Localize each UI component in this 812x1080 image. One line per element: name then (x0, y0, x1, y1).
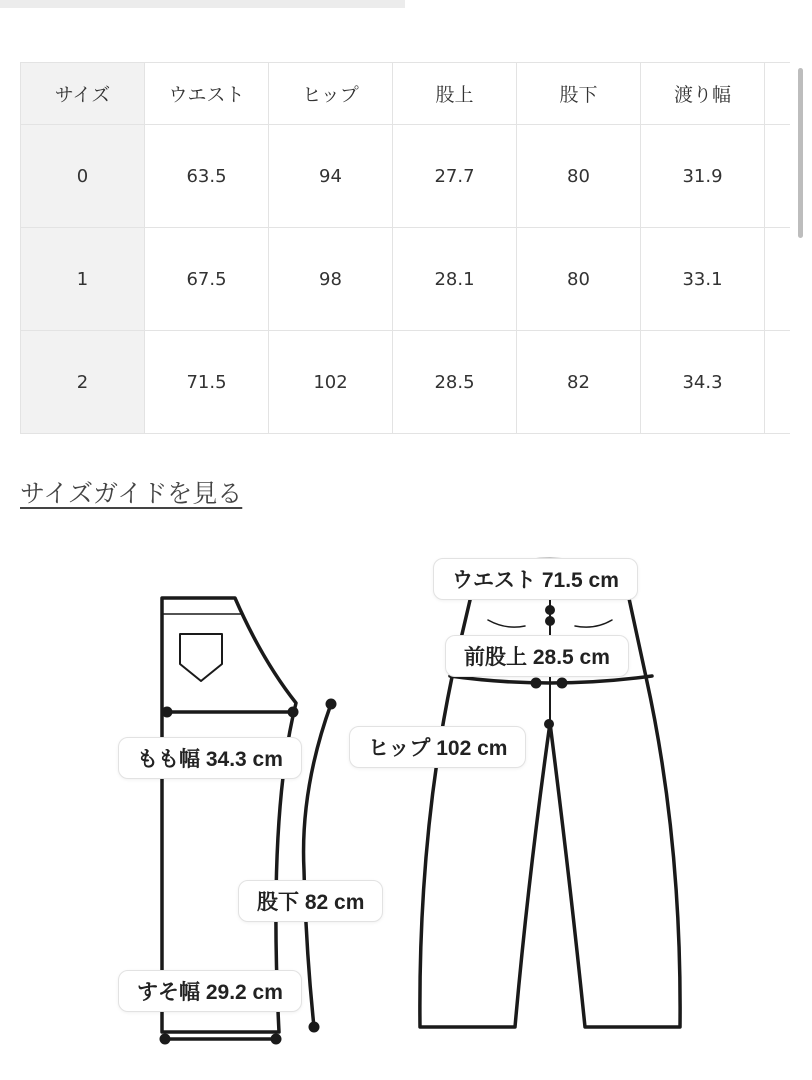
header-thigh-width: 渡り幅 (641, 63, 765, 125)
cell-overflow (765, 331, 791, 434)
cell-waist: 67.5 (145, 228, 269, 331)
table-row (21, 228, 791, 331)
cell-overflow (765, 228, 791, 331)
scrollbar[interactable] (798, 68, 803, 238)
cell-hip: 94 (269, 125, 393, 228)
row-size: 2 (21, 331, 145, 434)
header-inseam: 股下 (517, 63, 641, 125)
cell-thigh-width: 31.9 (641, 125, 765, 228)
size-table (20, 62, 790, 434)
cell-overflow (765, 125, 791, 228)
cell-rise: 27.7 (393, 125, 517, 228)
cell-inseam: 80 (517, 228, 641, 331)
cell-inseam: 80 (517, 125, 641, 228)
cell-waist: 63.5 (145, 125, 269, 228)
front-rise-measure-label: 前股上 28.5 cm (445, 635, 629, 677)
table-row (21, 331, 791, 434)
cell-thigh-width: 34.3 (641, 331, 765, 434)
inseam-measure-label: 股下 82 cm (238, 880, 383, 922)
thigh-measure-label: もも幅 34.3 cm (118, 737, 302, 779)
row-size: 1 (21, 228, 145, 331)
front-view-pants-icon (420, 560, 680, 1028)
header-size: サイズ (21, 63, 145, 125)
header-rise: 股上 (393, 63, 517, 125)
size-table-scroll[interactable] (20, 62, 790, 434)
cell-hip: 98 (269, 228, 393, 331)
header-waist: ウエスト (145, 63, 269, 125)
inseam-measure-line (304, 704, 331, 1027)
cell-rise: 28.5 (393, 331, 517, 434)
cell-hip: 102 (269, 331, 393, 434)
header-hip: ヒップ (269, 63, 393, 125)
side-view-pants-icon (162, 598, 296, 1032)
table-header-row (21, 63, 791, 125)
cell-rise: 28.1 (393, 228, 517, 331)
hip-measure-label: ヒップ 102 cm (349, 726, 526, 768)
header-overflow (765, 63, 791, 125)
size-guide-link[interactable]: サイズガイドを見る (20, 479, 243, 508)
hem-measure-label: すそ幅 29.2 cm (118, 970, 302, 1012)
waist-measure-label: ウエスト 71.5 cm (433, 558, 638, 600)
top-strip (0, 0, 405, 8)
cell-waist: 71.5 (145, 331, 269, 434)
row-size: 0 (21, 125, 145, 228)
cell-thigh-width: 33.1 (641, 228, 765, 331)
cell-inseam: 82 (517, 331, 641, 434)
table-row (21, 125, 791, 228)
